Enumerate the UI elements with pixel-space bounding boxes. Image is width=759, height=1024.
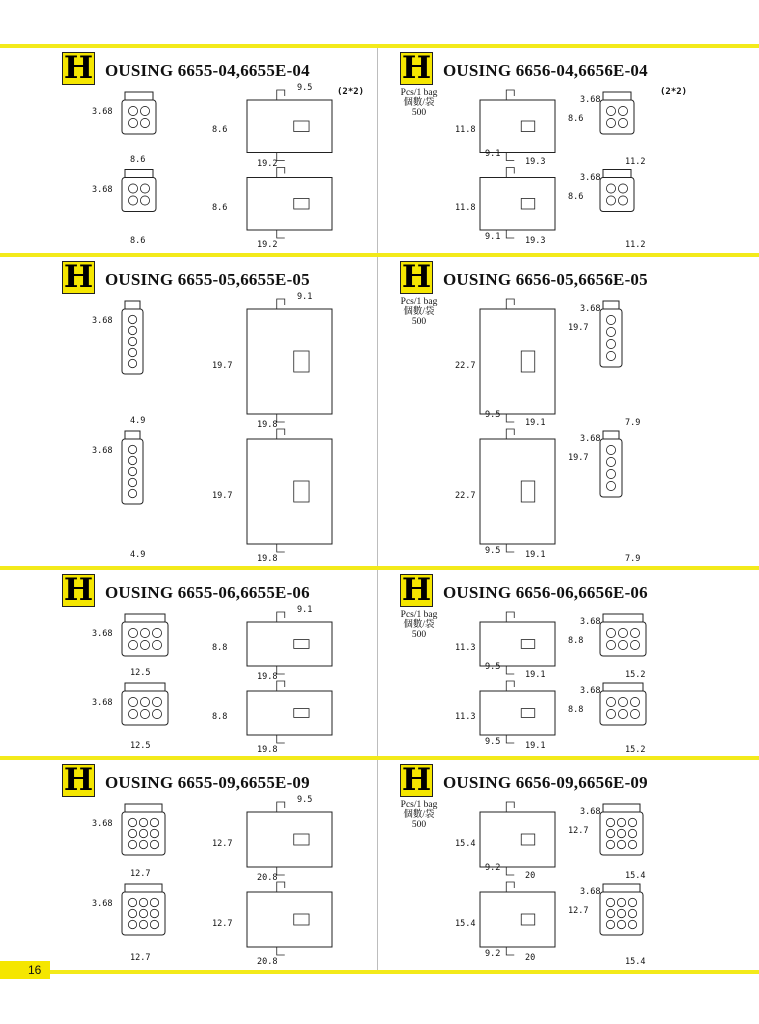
technical-drawing [400,261,740,561]
front-view-connector-latch [125,431,140,439]
dimension-label: 19.1 [525,670,546,680]
dimension-label: 3.68 [580,434,601,444]
grid-note: (2*2) [337,87,365,97]
side-view-housing [247,100,332,153]
housing-section [62,572,402,755]
dimension-label: 9.5 [485,410,501,420]
side-view-housing [480,309,555,414]
dimension-label: 11.8 [455,202,476,213]
dimension-label: 19.1 [525,741,546,751]
side-view-housing [247,691,332,735]
side-view-housing [480,812,555,867]
dimension-label: 8.6 [212,202,228,213]
dimension-label: 19.7 [212,360,233,371]
dimension-label: 22.7 [455,490,476,501]
dimension-label: 11.2 [625,240,646,250]
h-logo: H [63,762,94,798]
dimension-label: 3.68 [580,887,601,897]
section-title: OUSING 6655-06,6655E-06 [105,583,310,602]
dimension-label: 12.7 [212,918,233,929]
dimension-label: 19.1 [525,550,546,560]
dimension-label: 9.5 [485,546,501,556]
dimension-label: 9.1 [297,292,313,302]
technical-drawing [62,574,402,752]
dimension-label: 4.9 [130,416,146,426]
housing-section [62,762,402,967]
pcs-line: Pcs/1 bag [400,88,438,98]
side-view-housing [247,812,332,867]
side-view-housing [480,178,555,231]
dimension-label: 19.2 [257,158,278,169]
pcs-line: Pcs/1 bag [400,297,438,307]
front-view-connector [600,309,622,367]
page-number: 16 [0,961,50,979]
dimension-label: 8.6 [568,191,584,202]
front-view-connector [122,178,156,212]
section-title: OUSING 6655-09,6655E-09 [105,773,310,792]
dimension-label: 9.2 [485,863,501,873]
dimension-label: 9.2 [485,949,501,959]
side-view-housing [480,892,555,947]
dimension-label: 3.68 [92,819,113,829]
front-view-connector-latch [125,804,162,812]
dimension-label: 8.8 [568,636,584,646]
dimension-label: 12.7 [130,953,151,963]
section-title: OUSING 6656-04,6656E-04 [443,61,648,80]
dimension-label: 15.2 [625,670,646,680]
pcs-line: 個數/袋 [403,98,435,108]
dimension-label: 8.6 [130,154,146,165]
dimension-label: 8.8 [568,705,584,715]
dimension-label: 19.8 [257,420,278,430]
dimension-label: 11.2 [625,156,646,167]
dimension-label: 19.8 [257,745,278,755]
technical-drawing [62,764,402,964]
dimension-label: 11.3 [455,643,476,653]
dimension-label: 7.9 [625,418,641,428]
dimension-label: 4.9 [130,550,146,560]
dimension-label: 12.7 [568,826,589,836]
housing-section [400,762,740,967]
technical-drawing [62,261,402,561]
yellow-divider-top [0,44,759,48]
yellow-divider-row4 [0,756,759,760]
dimension-label: 19.1 [525,418,546,428]
housing-section [62,259,402,564]
front-view-connector-latch [603,614,643,622]
section-title: OUSING 6656-09,6656E-09 [443,773,648,792]
dimension-label: 9.1 [485,232,501,242]
dimension-label: 15.4 [625,871,646,881]
h-logo: H [63,259,94,295]
pcs-line: 個數/袋 [403,810,435,820]
dimension-label: 19.7 [568,323,589,333]
side-view-housing [247,178,332,231]
side-view-housing [247,622,332,666]
dimension-label: 19.8 [257,554,278,564]
dimension-label: 15.2 [625,745,646,755]
side-view-housing [247,309,332,414]
dimension-label: 3.68 [92,629,113,639]
technical-drawing [400,764,740,964]
dimension-label: 19.3 [525,156,546,167]
grid-note: (2*2) [660,87,688,97]
dimension-label: 3.68 [92,698,113,708]
h-logo: H [401,762,432,798]
dimension-label: 19.3 [525,236,546,246]
side-view-housing [480,622,555,666]
h-logo: H [401,50,432,86]
front-view-connector-latch [125,92,153,100]
section-title: OUSING 6656-06,6656E-06 [443,583,648,602]
dimension-label: 9.5 [485,737,501,747]
front-view-connector-latch [603,884,640,892]
front-view-connector-latch [603,683,643,691]
side-view-housing [480,100,555,153]
front-view-connector [122,691,168,725]
front-view-connector-latch [125,884,162,892]
pcs-line: 個數/袋 [403,307,435,317]
housing-section [400,259,740,564]
dimension-label: 3.68 [580,95,601,105]
dimension-label: 9.1 [485,148,501,159]
pcs-line: Pcs/1 bag [400,610,438,620]
dimension-label: 12.5 [130,668,151,678]
dimension-label: 8.8 [212,712,228,722]
dimension-label: 19.8 [257,672,278,682]
dimension-label: 8.6 [568,114,584,124]
dimension-label: 12.7 [212,838,233,849]
dimension-label: 20.8 [257,957,278,967]
dimension-label: 19.7 [568,453,589,463]
side-view-housing [247,439,332,544]
h-logo: H [63,50,94,86]
front-view-connector-latch [125,614,165,622]
technical-drawing [400,52,740,247]
dimension-label: 15.4 [455,918,476,929]
yellow-divider-bottom [0,970,759,974]
front-view-connector-latch [603,170,631,178]
dimension-label: 8.6 [212,125,228,136]
yellow-divider-row3 [0,566,759,570]
dimension-label: 9.1 [297,605,313,615]
dimension-label: 20.8 [257,873,278,883]
dimension-label: 20 [525,953,536,963]
dimension-label: 12.5 [130,741,151,751]
yellow-divider-row2 [0,253,759,257]
front-view-connector-latch [603,92,631,100]
housing-section [62,50,402,250]
dimension-label: 19.7 [212,490,233,501]
front-view-connector [122,309,143,374]
dimension-label: 15.4 [625,957,646,967]
h-logo: H [63,572,94,608]
front-view-connector-latch [603,804,640,812]
front-view-connector [600,622,646,656]
pcs-line: 500 [411,820,427,830]
dimension-label: 19.2 [257,240,278,250]
dimension-label: 3.68 [92,316,113,326]
dimension-label: 8.6 [130,236,146,246]
pcs-line: 500 [411,317,427,327]
dimension-label: 3.68 [92,184,113,195]
section-title: OUSING 6655-04,6655E-04 [105,61,310,80]
dimension-label: 12.7 [130,869,151,879]
h-logo: H [401,572,432,608]
pcs-line: 500 [411,630,427,640]
pcs-line: 個數/袋 [403,620,435,630]
dimension-label: 22.7 [455,360,476,371]
front-view-connector-latch [125,301,140,309]
front-view-connector [122,622,168,656]
side-view-housing [480,691,555,735]
dimension-label: 7.9 [625,554,641,564]
dimension-label: 11.8 [455,125,476,136]
dimension-label: 15.4 [455,838,476,849]
front-view-connector-latch [125,170,153,178]
dimension-label: 12.7 [568,906,589,916]
front-view-connector [600,691,646,725]
front-view-connector [600,100,634,134]
pcs-line: Pcs/1 bag [400,800,438,810]
dimension-label: 3.68 [92,899,113,909]
dimension-label: 3.68 [580,617,601,627]
dimension-label: 11.3 [455,712,476,722]
dimension-label: 3.68 [580,686,601,696]
side-view-housing [480,439,555,544]
front-view-connector [600,439,622,497]
side-view-housing [247,892,332,947]
front-view-connector [600,178,634,212]
pcs-line: 500 [411,108,427,118]
h-logo: H [401,259,432,295]
dimension-label: 3.68 [580,807,601,817]
dimension-label: 20 [525,871,536,881]
housing-section [400,572,740,755]
technical-drawing [400,574,740,752]
front-view-connector [122,439,143,504]
dimension-label: 3.68 [580,172,601,183]
dimension-label: 3.68 [92,446,113,456]
technical-drawing [62,52,402,247]
dimension-label: 9.5 [297,83,313,93]
front-view-connector-latch [603,431,619,439]
front-view-connector-latch [603,301,619,309]
front-view-connector [122,100,156,134]
section-title: OUSING 6656-05,6656E-05 [443,270,648,289]
dimension-label: 3.68 [580,304,601,314]
dimension-label: 8.8 [212,643,228,653]
dimension-label: 9.5 [297,795,313,805]
section-title: OUSING 6655-05,6655E-05 [105,270,310,289]
housing-section [400,50,740,250]
front-view-connector-latch [125,683,165,691]
dimension-label: 3.68 [92,107,113,117]
dimension-label: 9.5 [485,662,501,672]
